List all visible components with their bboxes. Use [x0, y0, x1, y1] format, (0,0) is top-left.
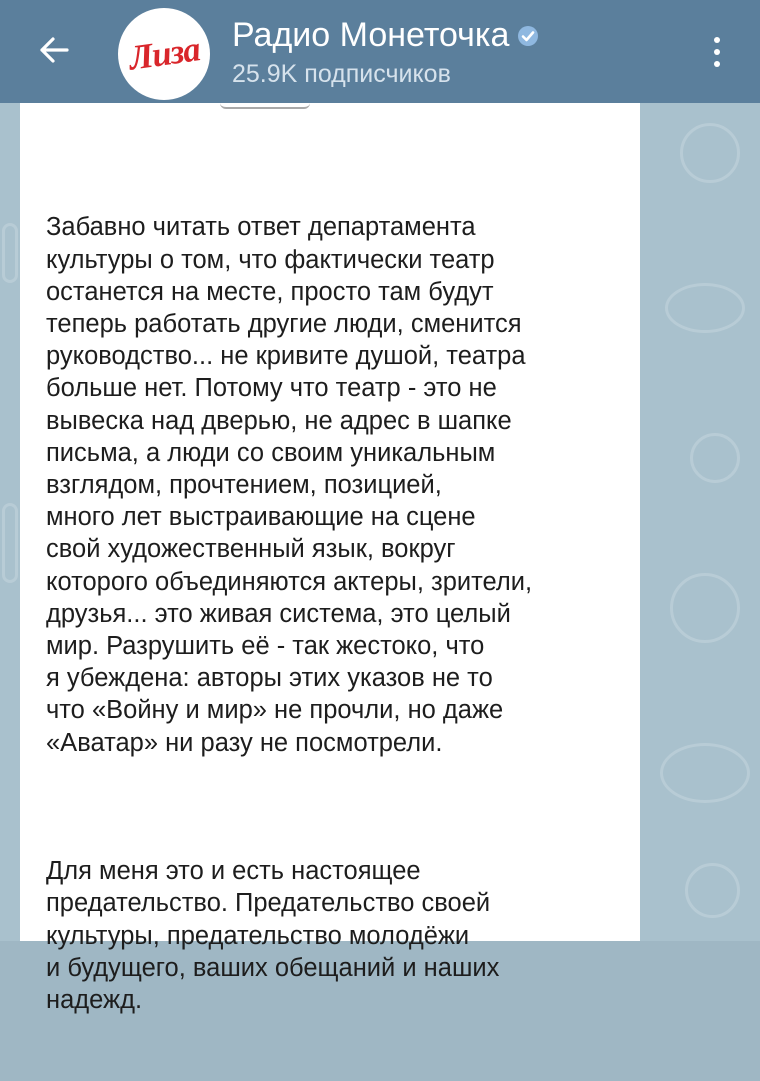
background-doodle [685, 863, 740, 918]
background-doodle [665, 283, 745, 333]
channel-name: Радио Монеточка [232, 16, 510, 54]
message-text [46, 147, 626, 1081]
back-button[interactable] [34, 30, 74, 70]
channel-header [0, 0, 760, 103]
subscriber-count: 25.9K подписчиков [232, 60, 451, 88]
channel-avatar[interactable] [118, 8, 210, 100]
background-doodle [670, 573, 740, 643]
background-doodle [660, 743, 750, 803]
message-bubble[interactable] [20, 103, 640, 1015]
verified-badge-icon [517, 25, 539, 47]
background-doodle [2, 503, 18, 583]
avatar-logo-text: Лиза [126, 29, 202, 78]
truncated-text-line [220, 103, 310, 109]
more-options-button[interactable] [702, 30, 732, 74]
message-paragraph-1: Забавно читать ответ департамента культуры о том, что фактически театр останется на месте, просто там будут теперь работать другие люди, сменится руководство... не кривите душой, театра больше нет. Потому что театр - это не вывеска над дверью, не адрес в шапке письма, а люди со своим уникальным взглядом, прочтением, позицией, много лет выстраивающие на сцене свой художественный язык, вокруг которого объединяются актеры, зрители, друзья... это живая система, это целый мир. Разрушить её - так жестоко, что я убеждена: авторы этих указов не то что «Войну и мир» не прочли, но даже «Аватар» ни разу не посмотрели. [46, 213, 533, 757]
more-vertical-icon [714, 37, 720, 43]
message-paragraph-2: Для меня это и есть настоящее предательство. Предательство своей культуры, предательство молодёжи и будущего, ваших обещаний и наших надежд. [46, 857, 500, 1015]
channel-info[interactable] [232, 14, 539, 89]
background-doodle [680, 123, 740, 183]
background-doodle [2, 223, 18, 283]
background-doodle [690, 433, 740, 483]
arrow-left-icon [39, 37, 69, 63]
